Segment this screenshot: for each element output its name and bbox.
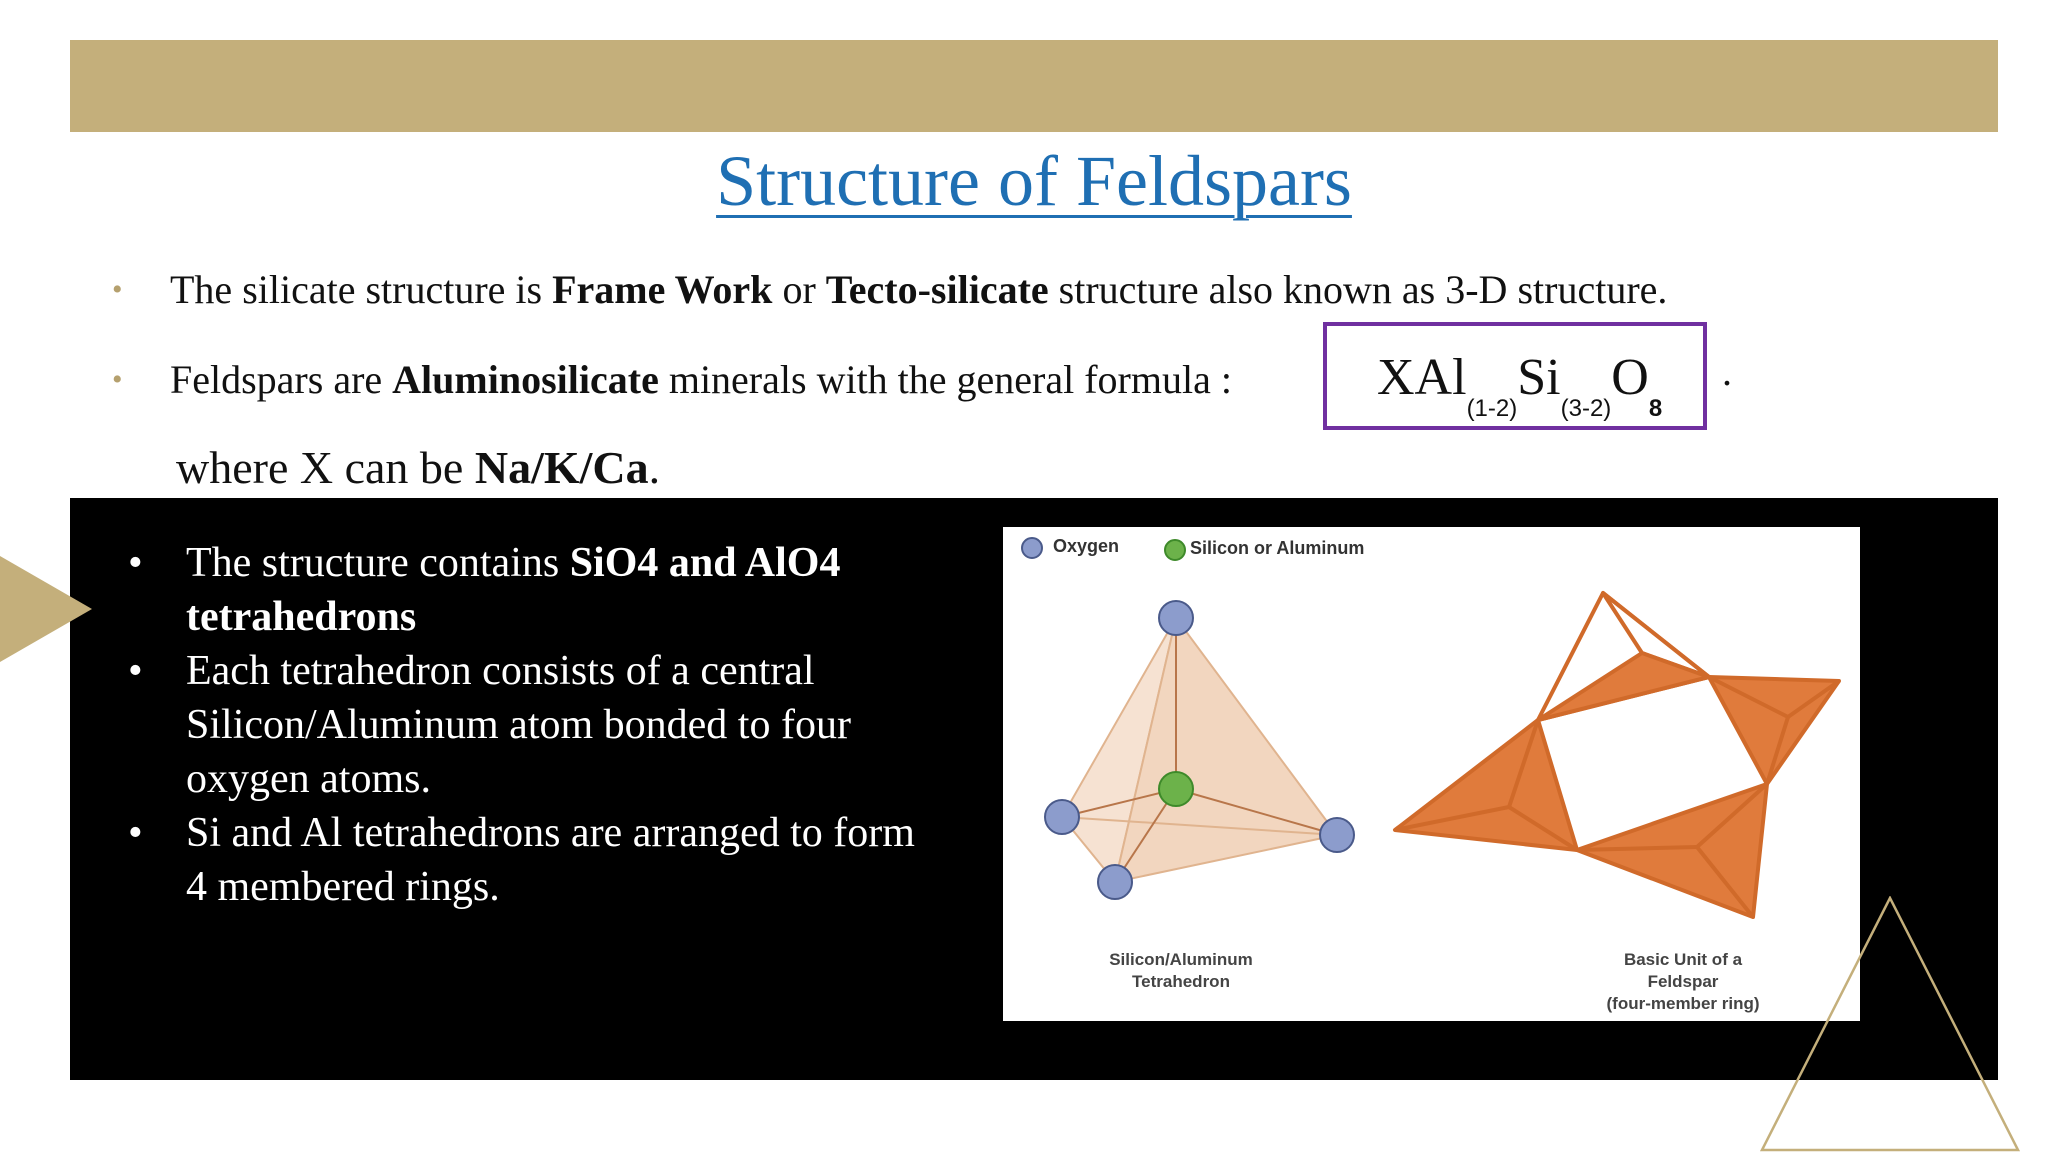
bullet-dot: •: [128, 648, 143, 694]
caption-feldspar: Basic Unit of a Feldspar (four-member ring): [1606, 950, 1760, 1013]
oxygen-atom-right: [1320, 818, 1354, 852]
bullet-dot: •: [128, 540, 143, 586]
panel-item: • Si and Al tetrahedrons are arranged to form 4 membered rings.: [128, 806, 928, 914]
silicon-legend-dot: [1164, 539, 1186, 561]
panel-bullet-list: [128, 536, 928, 914]
feldspar-diagram: [1003, 527, 1860, 1021]
bullet-dot: •: [112, 363, 123, 396]
oxygen-legend-dot: [1021, 537, 1043, 559]
bullet-text: The silicate structure is Frame Work or Tecto-silicate structure also known as 3-D structure.: [170, 267, 1668, 312]
panel-item: • Each tetrahedron consists of a central Silicon/Aluminum atom bonded to four oxygen atoms.: [128, 644, 928, 806]
formula-box: [1323, 322, 1707, 430]
diagram-svg: [1003, 527, 1860, 1021]
oxygen-atom-bottom: [1098, 865, 1132, 899]
decorative-triangle-icon: [1760, 896, 2020, 1152]
oxygen-atom-top: [1159, 601, 1193, 635]
panel-item: • The structure contains SiO4 and AlO4 tetrahedrons: [128, 536, 928, 644]
legend-oxygen-label: Oxygen: [1053, 536, 1120, 556]
where-x-line: where X can be Na/K/Ca.: [176, 442, 661, 493]
legend-silicon-label: Silicon or Aluminum: [1190, 538, 1365, 558]
feldspar-ring-illustration: [1395, 593, 1839, 917]
bullet-dot: •: [112, 273, 123, 306]
tetra-face-front: [1115, 618, 1337, 882]
caption-tetrahedron: Silicon/Aluminum Tetrahedron: [1109, 950, 1253, 991]
header-bar: [70, 40, 1998, 132]
silicon-atom-center: [1159, 772, 1193, 806]
bullet-dot: •: [128, 810, 143, 856]
oxygen-atom-left: [1045, 800, 1079, 834]
general-formula: $XAl_{(1-2)}Si_{(3-2)}O_8$: [1377, 349, 1663, 422]
tetrahedron-illustration: [1045, 601, 1354, 899]
formula-period: .: [1722, 349, 1732, 394]
gold-arrow-icon: [0, 556, 92, 662]
slide-title: Structure of Feldspars: [716, 141, 1352, 221]
bullet-text: Feldspars are Aluminosilicate minerals with the general formula :: [170, 357, 1232, 402]
